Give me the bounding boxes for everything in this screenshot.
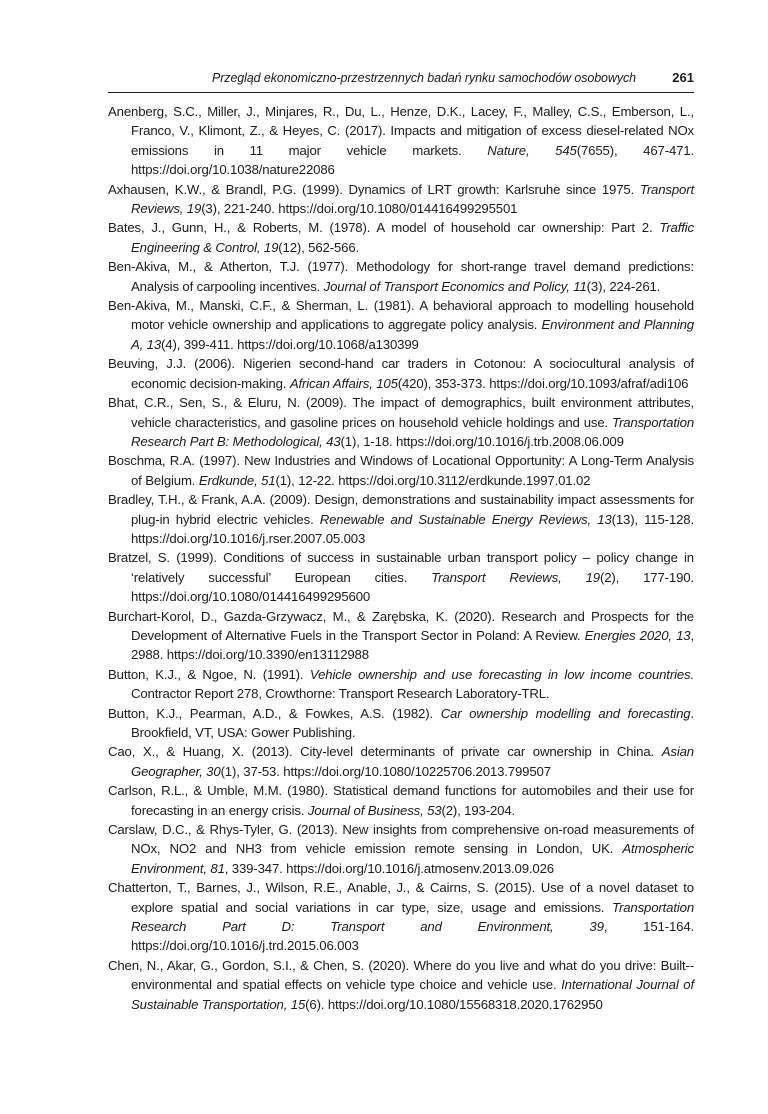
reference-text: Boschma, R.A. (1997). New Industries and Windows of Locational Opportunity: A Long-Term Analysis of Belgium. xyxy=(108,453,694,488)
reference-source: African Affairs, 105 xyxy=(289,375,398,391)
reference-source: Traffic Engineering & Control, 19 xyxy=(131,220,694,255)
reference-entry xyxy=(108,102,694,180)
reference-details: , 339-347. https://doi.org/10.1016/j.atmosenv.2013.09.026 xyxy=(224,860,554,876)
reference-entry xyxy=(108,548,694,606)
reference-details: (3), 224-261. xyxy=(586,278,661,294)
reference-source: Energies 2020, 13 xyxy=(584,627,691,643)
running-head xyxy=(108,70,694,93)
reference-entry xyxy=(108,296,694,354)
reference-source: Asian Geographer, 30 xyxy=(131,744,694,779)
reference-source: Environment and Planning A, 13 xyxy=(131,317,694,352)
reference-details: (1), 1-18. https://doi.org/10.1016/j.trb.2008.06.009 xyxy=(340,433,624,449)
reference-details: (1), 37-53. https://doi.org/10.1080/10225706.2013.799507 xyxy=(220,763,551,779)
reference-entry xyxy=(108,257,694,296)
running-title: Przegląd ekonomiczno-przestrzennych badań rynku samochodów osobowych xyxy=(212,71,636,85)
reference-source: Atmospheric Environment, 81 xyxy=(131,841,694,876)
reference-details: (7655), 467-471. https://doi.org/10.1038/nature22086 xyxy=(131,142,695,178)
reference-entry xyxy=(108,451,694,490)
reference-details: (12), 562-566. xyxy=(278,239,360,255)
reference-text: Chatterton, T., Barnes, J., Wilson, R.E., Anable, J., & Cairns, S. (2015). Use of a novel dataset to explore spatial and social variations in car type, size, usage and emissions. xyxy=(108,880,694,915)
reference-text: Bates, J., Gunn, H., & Roberts, M. (1978). A model of household car ownership: Part 2. xyxy=(108,220,660,236)
reference-entry xyxy=(108,607,694,665)
reference-text: Bhat, C.R., Sen, S., & Eluru, N. (2009). The impact of demographics, built environment attributes, vehicle characteristics, and gasoline prices on household vehicle holdings and use. xyxy=(108,395,694,430)
reference-details: , 151-164. https://doi.org/10.1016/j.trd.2015.06.003 xyxy=(131,919,695,954)
reference-source: Journal of Transport Economics and Policy, 11 xyxy=(323,278,587,294)
reference-source: Journal of Business, 53 xyxy=(307,802,442,818)
reference-entry xyxy=(108,820,694,878)
reference-details: (4), 399-411. https://doi.org/10.1068/a130399 xyxy=(161,336,419,352)
reference-entry xyxy=(108,393,694,451)
reference-details: (420), 353-373. https://doi.org/10.1093/afraf/adi106 xyxy=(397,375,689,391)
reference-text: Beuving, J.J. (2006). Nigerien second-hand car traders in Cotonou: A sociocultural analysis of economic decision-making. xyxy=(108,356,694,391)
reference-details: (6). https://doi.org/10.1080/15568318.2020.1762950 xyxy=(305,996,603,1012)
reference-text: Anenberg, S.C., Miller, J., Minjares, R., Du, L., Henze, D.K., Lacey, F., Malley, C.S., Emberson, L., Franco, V., Klimont, Z., & Heyes, C. (2017). Impacts and mitigation of excess diesel-related NOx emissions in 11 major vehicle markets. xyxy=(108,104,694,158)
reference-text: Bradley, T.H., & Frank, A.A. (2009). Design, demonstrations and sustainability impact assessments for plug-in hybrid electric vehicles. xyxy=(108,492,694,527)
reference-details: . Brookfield, VT, USA: Gower Publishing. xyxy=(131,705,695,740)
reference-details: , 2988. https://doi.org/10.3390/en13112988 xyxy=(131,627,694,663)
page-number: 261 xyxy=(672,70,694,85)
reference-details: (2), 193-204. xyxy=(441,802,516,818)
reference-entry xyxy=(108,742,694,781)
reference-text: Cao, X., & Huang, X. (2013). City-level determinants of private car ownership in China. xyxy=(108,744,662,760)
reference-text: Carlson, R.L., & Umble, M.M. (1980). Statistical demand functions for automobiles and their use for forecasting in an energy crisis. xyxy=(108,783,694,818)
reference-details: (3), 221-240. https://doi.org/10.1080/014416499295501 xyxy=(201,201,518,217)
reference-text: Button, K.J., Pearman, A.D., & Fowkes, A.S. (1982). xyxy=(108,705,441,721)
reference-list xyxy=(108,102,694,1014)
reference-source: Nature, 545 xyxy=(487,142,577,158)
reference-text: Burchart-Korol, D., Gazda-Grzywacz, M., & Zarębska, K. (2020). Research and Prospects for the Development of Alternative Fuels in the Transport Sector in Poland: A Review. xyxy=(108,608,694,643)
reference-entry xyxy=(108,354,694,393)
reference-entry xyxy=(108,704,694,743)
reference-entry xyxy=(108,218,694,257)
reference-entry xyxy=(108,781,694,820)
reference-entry xyxy=(108,956,694,1014)
reference-entry xyxy=(108,878,694,956)
reference-entry xyxy=(108,180,694,219)
reference-details: (2), 177-190. https://doi.org/10.1080/014416499295600 xyxy=(131,569,694,605)
reference-text: Chen, N., Akar, G., Gordon, S.I., & Chen, S. (2020). Where do you live and what do you drive: Built--environmental and spatial effects on vehicle type choice and vehicle use. xyxy=(108,957,694,993)
reference-text: Axhausen, K.W., & Brandl, P.G. (1999). Dynamics of LRT growth: Karlsruhe since 1975. xyxy=(108,181,640,197)
reference-source: International Journal of Sustainable Transportation, 15 xyxy=(131,977,694,1012)
reference-entry xyxy=(108,665,694,704)
reference-text: Bratzel, S. (1999). Conditions of success in sustainable urban transport policy – policy change in ‘relatively successful’ European cities. xyxy=(108,550,694,585)
reference-source: Transport Reviews, 19 xyxy=(431,569,600,585)
reference-source: Vehicle ownership and use forecasting in low income countries. xyxy=(309,666,694,682)
reference-details: (13), 115-128. https://doi.org/10.1016/j.rser.2007.05.003 xyxy=(131,511,694,546)
reference-source: Car ownership modelling and forecasting xyxy=(440,705,691,721)
reference-text: Button, K.J., & Ngoe, N. (1991). xyxy=(108,666,310,682)
reference-text: Ben-Akiva, M., Manski, C.F., & Sherman, L. (1981). A behavioral approach to modelling household motor vehicle ownership and applications to aggregate policy analysis. xyxy=(108,298,694,333)
reference-details: Contractor Report 278, Crowthorne: Transport Research Laboratory-TRL. xyxy=(131,686,550,702)
reference-source: Transportation Research Part B: Methodological, 43 xyxy=(131,414,694,449)
reference-text: Ben-Akiva, M., & Atherton, T.J. (1977). Methodology for short-range travel demand predictions: Analysis of carpooling incentives. xyxy=(108,259,694,294)
reference-source: Transportation Research Part D: Transport and Environment, 39 xyxy=(131,899,694,935)
reference-source: Transport Reviews, 19 xyxy=(131,181,694,217)
reference-entry xyxy=(108,490,694,548)
reference-source: Erdkunde, 51 xyxy=(198,472,276,488)
reference-source: Renewable and Sustainable Energy Reviews, 13 xyxy=(319,511,612,527)
reference-details: (1), 12-22. https://doi.org/10.3112/erdkunde.1997.01.02 xyxy=(275,472,591,488)
reference-text: Carslaw, D.C., & Rhys-Tyler, G. (2013). New insights from comprehensive on-road measurements of NOx, NO2 and NH3 from vehicle emission remote sensing in London, UK. xyxy=(108,822,694,857)
